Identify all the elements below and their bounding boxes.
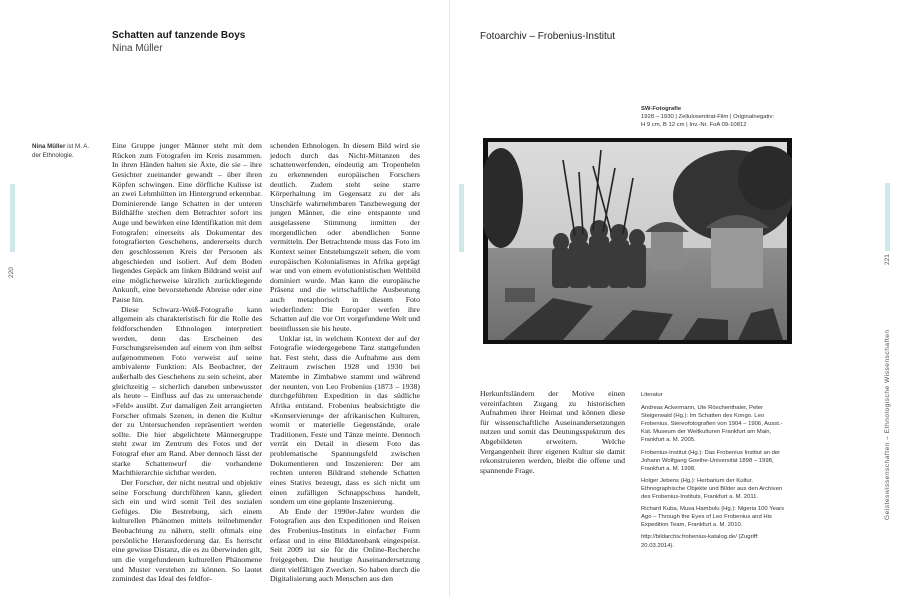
paragraph: Unklar ist, in welchem Kontext der auf der Fotografie wiedergegebene Tanz stattgefunden hat. Fest steht, dass die Aufnahme aus dem Zeitraum zwischen 1928 und 1930 bei Matembe in Zimbabwe stammt und während der neunten, von Leo Frobenius (1873 – 1938) durchgeführten Expedition in das südliche Afrika entstand. Frobenius beabsichtigte die »Konservierung« der afrikanischen Kulturen, womit er materielle Gegenstände, orale Traditionen, Feste und Tänze meinte. Dennoch verrät ein Detail in diesem Foto das problematische Spannungsfeld zwischen Dokumentieren und Inszenieren: Der am rechten unteren Bildrand stehende Schatten eines Stativs bezeugt, dass es sich nicht um einen zufälligen Schnappschuss handelt, sondern um eine geplante Inszenierung. — [270, 333, 420, 507]
literature-link[interactable]: http://bildarchiv.frobenius-katalog.de/ (Zugriff: 20.03.2014). — [641, 534, 759, 549]
author-note — [32, 143, 96, 160]
page-number: 221 — [884, 254, 891, 265]
author-note-name: Nina Müller — [32, 143, 66, 150]
running-footer: Geisteswissenschaften – Ethnologische Wissenschaften — [884, 329, 891, 520]
photo-caption — [641, 105, 801, 130]
literature-heading: Literatur — [641, 392, 663, 398]
accent-bar — [459, 184, 464, 252]
section-heading: Fotoarchiv – Frobenius-Institut — [480, 31, 616, 42]
body-column-3 — [480, 389, 625, 475]
paragraph: Herkunftsländern der Motive einen vereinfachten Zugang zu historischen Aufnahmen ihrer Heimat und können diese für wissenschaftliche Auseinandersetzungen nutzen und somit das Deutungsspektrum des Abgebildeten erweitern. Welche Vergangenheit ihrer eigenen Kultur sie damit rekonstruieren werden, bleibt die offene und spannende Frage. — [480, 389, 625, 475]
body-column-2 — [270, 141, 420, 584]
literature-entry: Frobenius-Institut (Hg.): Das Frobenius Institut an der Johann Wolfgang Goethe-Universität 1898 – 1998, Frankfurt a. M. 1998. — [641, 449, 781, 472]
body-column-1 — [112, 141, 262, 584]
accent-bar — [10, 184, 15, 252]
right-page — [450, 0, 900, 597]
article-author: Nina Müller — [112, 43, 163, 54]
article-title: Schatten auf tanzende Boys — [112, 30, 246, 41]
accent-bar — [885, 183, 890, 251]
paragraph: Eine Gruppe junger Männer steht mit dem Rücken zum Fotografen im Kreis zusammen. In ihren Händen halten sie Äxte, die sie – ihre Gesichter zueinander gewandt – über ihren Köpfen schwingen. Eine dörfliche Kulisse ist an zwei Lehmhütten im Hintergrund erkennbar. Dominierende lange Schatten in der unteren Bildhälfte stechen dem Betrachter sofort ins Auge und bewirken eine Identifikation mit dem Fotografen: einerseits als Dokumentar des fotografierten Geschehens, andererseits durch den geschlossenen Kreis der Personen als abgeschieden und isoliert. Auf dem Boden liegendes Gepäck am linken Bildrand weist auf eine möglicherweise kürzlich zurückliegende Ankunft, eine bevorstehende Abreise oder eine Pause hin. — [112, 141, 262, 304]
paragraph: Ab Ende der 1990er-Jahre wurden die Fotografien aus den Expeditionen und Reisen des Frobenius-Instituts in einfacher Form erfasst und in eine Bilddatenbank eingespeist. Seit 2009 ist sie für die Online-Recherche freigegeben. Die heutige Auseinandersetzung dient vielfältigen Zwecken. So haben durch die Digitalisierung auch Menschen aus den — [270, 506, 420, 584]
paragraph: Der Forscher, der nicht neutral und objektiv seine Forschung durchführen kann, gliedert sich ein und wird somit Teil des sozialen Gefüges. Die Bestrebung, sich einem kulturellen Phänomen mittels teilnehmender Beobachtung zu nähern, stellt oftmals eine persönliche Herausforderung dar. Es herrscht eine gewisse Distanz, die es zu überwinden gilt, um die vorgefundenen kulturellen Phänomene und Muster verstehen zu können. So lautet zumindest das Ideal des feldfor- — [112, 477, 262, 584]
literature-entry: Richard Kuba, Musa Hambolu (Hg.): Nigeria 100 Years Ago – Through the Eyes of Leo Frobenius and His Expedition Team, Frankfurt a. M. 2010. — [641, 506, 785, 529]
literature-entry: Andreas Ackermann, Ute Röschenthaler, Peter Steigerwald (Hg.): Im Schatten des Kongo. Leo Frobenius. Stereofotografien von 1904 – 1906, Ausst.-Kat. Museum der Weltkulturen Frankfurt am Main, Frankfurt a. M. 2005. — [641, 405, 783, 444]
paragraph: schenden Ethnologen. In diesem Bild wird sie jedoch durch das Nicht-Mittanzen des schattenwerfenden, eindeutig am Tropenhelm zu erkennenden europäischen Forschers deutlich. Zudem steht seine starre Körperhaltung im Gegensatz zu der als Unschärfe wahrnehmbaren Tanzbewegung der jungen Männer, die eine entspannte und ausgelassene Stimmung inmitten der morgendlichen oder abendlichen Sonne vermitteln. Der Betrachtende muss das Foto im Kontext seiner Entstehungszeit sehen, die vom europäischen Kolonialismus in Afrika geprägt war und von einem evolutionistischen Weltbild dominiert wurde. Man kann die europäische Präsenz und die wirtschaftliche Ausbeutung auch metaphorisch in diesem Foto wiederfinden: Die Europäer werfen ihre Schatten auf die vor Ort vorgefundene Welt und beeinflussen sie bis heute. — [270, 141, 420, 333]
caption-line: 1928 – 1930 | Zellulosenitrat-Film | Originalnegativ: — [641, 114, 775, 121]
literature-list — [641, 391, 789, 554]
literature-entry: Holger Jebens (Hg.): Herbarium der Kultur. Ethnographische Objekte und Bilder aus den Archiven des Frobenius-Instituts, Frankfurt a. M. 2011. — [641, 477, 783, 501]
caption-line: H 9 cm, B 12 cm | Inv.-Nr. FoA 09-10812 — [641, 122, 747, 129]
page-number: 220 — [8, 267, 15, 278]
author-note-text: ist M. A. der Ethnologie. — [32, 143, 90, 159]
archive-photo — [483, 138, 792, 344]
caption-title: SW-Fotografie — [641, 106, 682, 112]
paragraph: Diese Schwarz-Weiß-Fotografie kann allgemein als charakteristisch für die Rolle des feldforschenden Ethnologen interpretiert werden, denn das Erscheinen des Forschungsreisenden auf einem von ihm selbst aufgenommenen Foto verweist auf seine ambivalente Funktion: Als Beobachter, der außerhalb des Geschehens zu sein scheint, aber gleichzeitig – sicherlich daneben unbewusster als heute – Einfluss auf das zu untersuchende »Feld« ausübt. Zur damaligen Zeit arrangierten Forscher oftmals Szenen, in denen die Kultur der zu Untersuchenden repräsentiert werden sollte. Die hier abgelichtete Männergruppe steht zwar im Zentrum des Fotos und der Fotograf eher am Rand. Aber dennoch lässt der starke Schattenwurf die vorhandene Machthierarchie sichtbar werden. — [112, 304, 262, 478]
